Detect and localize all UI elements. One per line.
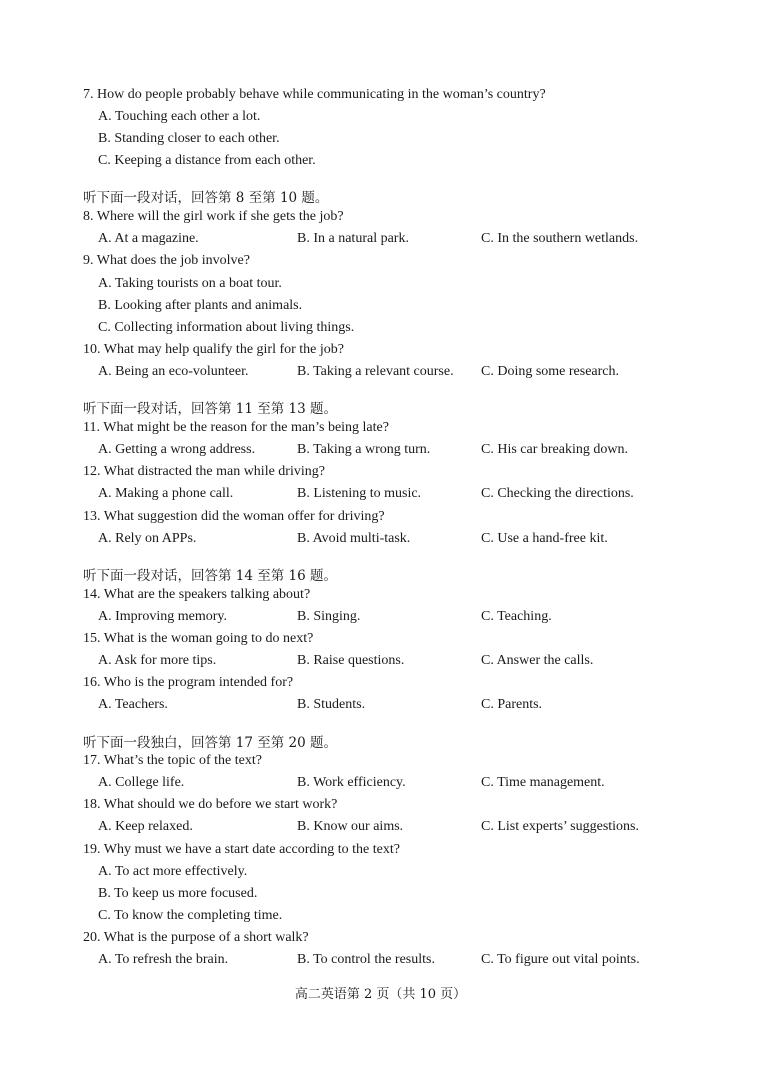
q16-option-b: B. Students.: [297, 697, 366, 712]
q12-option-c: C. Checking the directions.: [481, 486, 634, 501]
q18-option-c: C. List experts’ suggestions.: [481, 819, 640, 834]
q11-option-a: A. Getting a wrong address.: [98, 442, 256, 457]
page-footer: 高二英语第 2 页（共 10 页）: [294, 987, 467, 1002]
q10-option-c: C. Doing some research.: [481, 364, 620, 379]
q11-option-c: C. His car breaking down.: [481, 442, 628, 457]
question-11: 11. What might be the reason for the man’s being late?: [83, 420, 389, 435]
q17-option-c: C. Time management.: [481, 775, 605, 790]
question-9: 9. What does the job involve?: [83, 253, 250, 268]
q14-option-b: B. Singing.: [297, 609, 361, 624]
question-14: 14. What are the speakers talking about?: [83, 587, 311, 602]
q13-option-a: A. Rely on APPs.: [98, 531, 197, 546]
question-16: 16. Who is the program intended for?: [83, 675, 294, 690]
q20-option-c: C. To figure out vital points.: [481, 952, 640, 967]
question-19: 19. Why must we have a start date according to the text?: [83, 842, 400, 857]
q20-option-a: A. To refresh the brain.: [98, 952, 229, 967]
q7-option-a: A. Touching each other a lot.: [98, 109, 261, 124]
q17-option-a: A. College life.: [98, 775, 185, 790]
question-15: 15. What is the woman going to do next?: [83, 631, 314, 646]
question-17: 17. What’s the topic of the text?: [83, 753, 262, 768]
q10-option-b: B. Taking a relevant course.: [297, 364, 454, 379]
q20-option-b: B. To control the results.: [297, 952, 435, 967]
q10-option-a: A. Being an eco-volunteer.: [98, 364, 249, 379]
question-7: 7. How do people probably behave while communicating in the woman’s country?: [83, 87, 546, 102]
q19-option-c: C. To know the completing time.: [98, 908, 283, 923]
q19-option-a: A. To act more effectively.: [98, 864, 248, 879]
q15-option-a: A. Ask for more tips.: [98, 653, 217, 668]
q16-option-c: C. Parents.: [481, 697, 543, 712]
q8-option-c: C. In the southern wetlands.: [481, 231, 639, 246]
q12-option-b: B. Listening to music.: [297, 486, 422, 501]
q11-option-b: B. Taking a wrong turn.: [297, 442, 431, 457]
q12-option-a: A. Making a phone call.: [98, 486, 234, 501]
section-heading-8-10: 听下面一段对话，回答第 8 至第 10 题。: [83, 190, 329, 206]
q9-option-a: A. Taking tourists on a boat tour.: [98, 276, 282, 291]
q13-option-c: C. Use a hand-free kit.: [481, 531, 608, 546]
q15-option-c: C. Answer the calls.: [481, 653, 594, 668]
q19-option-b: B. To keep us more focused.: [98, 886, 258, 901]
section-heading-17-20: 听下面一段独白，回答第 17 至第 20 题。: [83, 735, 338, 751]
question-20: 20. What is the purpose of a short walk?: [83, 930, 309, 945]
q9-option-c: C. Collecting information about living things.: [98, 320, 355, 335]
q14-option-c: C. Teaching.: [481, 609, 552, 624]
q7-option-c: C. Keeping a distance from each other.: [98, 153, 316, 168]
question-10: 10. What may help qualify the girl for the job?: [83, 342, 345, 357]
q7-option-b: B. Standing closer to each other.: [98, 131, 280, 146]
q8-option-a: A. At a magazine.: [98, 231, 199, 246]
q18-option-b: B. Know our aims.: [297, 819, 404, 834]
question-18: 18. What should we do before we start work?: [83, 797, 338, 812]
q9-option-b: B. Looking after plants and animals.: [98, 298, 303, 313]
q18-option-a: A. Keep relaxed.: [98, 819, 193, 834]
question-13: 13. What suggestion did the woman offer for driving?: [83, 509, 385, 524]
q8-option-b: B. In a natural park.: [297, 231, 409, 246]
q14-option-a: A. Improving memory.: [98, 609, 227, 624]
section-heading-14-16: 听下面一段对话，回答第 14 至第 16 题。: [83, 568, 338, 584]
q13-option-b: B. Avoid multi-task.: [297, 531, 411, 546]
q16-option-a: A. Teachers.: [98, 697, 168, 712]
q15-option-b: B. Raise questions.: [297, 653, 405, 668]
section-heading-11-13: 听下面一段对话，回答第 11 至第 13 题。: [83, 401, 338, 417]
question-12: 12. What distracted the man while driving?: [83, 464, 325, 479]
question-8: 8. Where will the girl work if she gets the job?: [83, 209, 344, 224]
q17-option-b: B. Work efficiency.: [297, 775, 406, 790]
